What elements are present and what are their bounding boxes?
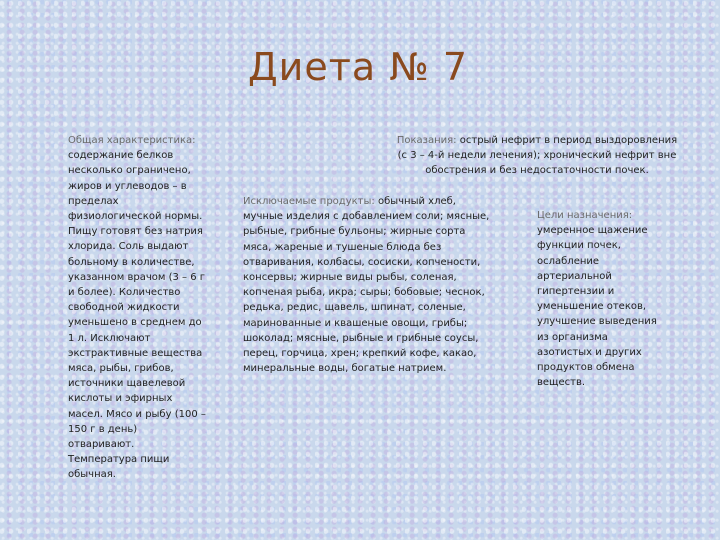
excluded-text: обычный хлеб, мучные изделия с добавлением соли; мясные, рыбные, грибные бульоны; жирные сорта мяса, жареные и тушеные блюда без отваривания, колбасы, сосиски, копчености, консервы; жирные виды рыбы, соленая, копченая рыба, икра; сыры; бобовые; чеснок, редька, редис, щавель, шпинат, соленые, маринованные и квашеные овощи, грибы; шоколад; мясные, рыбные и грибные соусы, перец, горчица, хрен; крепкий кофе, какао, минеральные воды, богатые натрием. (243, 196, 490, 375)
goals-text: умеренное щажение функции почек, ослабление артериальной гипертензии и уменьшение отеков, улучшение выведения из организма азотистых и других продуктов обмена веществ. (537, 225, 657, 389)
goals-label: Цели назначения: (537, 210, 633, 221)
general-characteristics-block (68, 133, 206, 483)
goals-block (537, 208, 659, 390)
general-text: содержание белков несколько ограничено, жиров и углеводов – в пределах физиологической нормы. Пищу готовят без натрия хлорида. Соль выдают больному в количестве, указанном врачом (3 – 6 г и более). Количество свободной жидкости уменьшено в среднем до 1 л. Исключают экстрактивные вещества мяса, рыбы, грибов, источники щавелевой кислоты и эфирных масел. Мясо и рыбу (100 – 150 г в день) отваривают. Температура пищи обычная. (68, 150, 206, 481)
indications-text: острый нефрит в период выздоровления (с 3 – 4-й недели лечения); хронический нефрит вне обострения и без недостаточности почек. (397, 135, 678, 177)
excluded-label: Исключаемые продукты: (243, 196, 375, 207)
excluded-products-block (243, 194, 493, 376)
indications-label: Показания: (396, 135, 457, 146)
indications-block (396, 133, 678, 179)
general-label: Общая характеристика: (68, 135, 196, 146)
slide-title: Диета № 7 (247, 45, 469, 89)
